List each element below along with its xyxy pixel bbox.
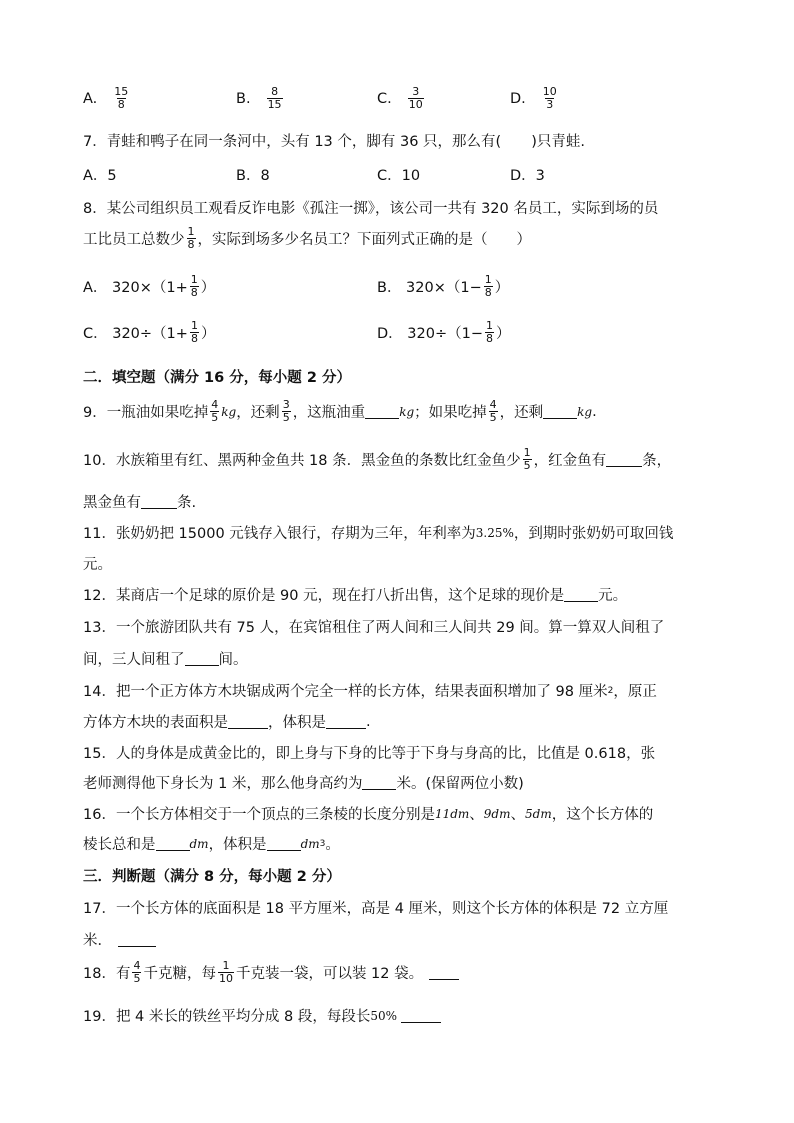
q16-blank-2[interactable] <box>267 836 301 851</box>
q7-option-a[interactable]: A．5 <box>83 168 117 184</box>
q6-b-fraction: $\frac{8}{15}$ <box>267 85 282 111</box>
question-15-line2: 老师测得他下身长为 1 米，那么他身高约为 米。(保留两位小数) <box>83 776 524 792</box>
q15-blank[interactable] <box>362 775 396 790</box>
section-2-heading: 二．填空题（满分 16 分，每小题 2 分） <box>83 370 351 386</box>
question-14-line1: 14．把一个正方体方木块锯成两个完全一样的长方体，结果表面积增加了 98 厘米 2 ，原正 <box>83 684 657 700</box>
q6-option-b[interactable]: B. $\frac{8}{15}$ <box>236 85 282 111</box>
question-8-line1: 8．某公司组织员工观看反诈电影《孤注一掷》，该公司一共有 320 名员工，实际到场的员 <box>83 201 659 217</box>
q8-option-c[interactable]: C． 320÷（1+ $\frac{1}{8}$ ） <box>83 319 216 345</box>
q7-option-d[interactable]: D．3 <box>510 168 545 184</box>
q9-blank-1[interactable] <box>365 404 399 419</box>
q12-blank[interactable] <box>564 587 598 602</box>
question-16-line1: 16．一个长方体相交于一个顶点的三条棱的长度分别是 11dm 、 9dm 、 5dm ，这个长方体的 <box>83 806 654 823</box>
q6-d-fraction: $\frac{10}{3}$ <box>542 85 557 111</box>
question-19: 19．把 4 米长的铁丝平均分成 8 段，每段长 50% <box>83 1005 441 1026</box>
question-13-line2: 间，三人间租了 间。 <box>83 652 248 668</box>
q6-option-a[interactable]: A. $\frac{15}{8}$ <box>83 85 129 111</box>
q18-blank[interactable] <box>429 965 459 980</box>
question-11-line2: 元。 <box>83 557 112 573</box>
q7-option-c[interactable]: C．10 <box>377 168 421 184</box>
section-3-heading: 三．判断题（满分 8 分，每小题 2 分） <box>83 869 341 885</box>
q10-blank-2[interactable] <box>141 494 177 509</box>
question-16-line2: 棱长总和是 dm ，体积是 dm 3 。 <box>83 836 340 853</box>
q10-blank-1[interactable] <box>606 452 642 467</box>
question-13-line1: 13．一个旅游团队共有 75 人，在宾馆租住了两人间和三人间共 29 间。算一算双人间租了 <box>83 620 665 636</box>
q17-blank[interactable] <box>118 932 156 947</box>
q14-blank-1[interactable] <box>228 714 268 729</box>
q6-a-fraction: $\frac{15}{8}$ <box>114 85 129 111</box>
q9-blank-2[interactable] <box>543 404 577 419</box>
q7-option-b[interactable]: B．8 <box>236 168 270 184</box>
q6-option-c[interactable]: C. $\frac{3}{10}$ <box>377 85 423 111</box>
q14-blank-2[interactable] <box>326 714 366 729</box>
question-10-line1: 10．水族箱里有红、黑两种金鱼共 18 条．黑金鱼的条数比红金鱼少 $\frac{1}{5}$ ，红金鱼有 条， <box>83 446 672 472</box>
question-9: 9．一瓶油如果吃掉 $\frac{4}{5}$ kg ，还剩 $\frac{3}{5}$ ，这瓶油重 kg ；如果吃掉 $\frac{4}{5}$ ，还剩 kg . <box>83 398 597 424</box>
q8-option-a[interactable]: A． 320×（1+ $\frac{1}{8}$ ） <box>83 273 216 299</box>
q6-c-fraction: $\frac{3}{10}$ <box>408 85 423 111</box>
question-15-line1: 15．人的身体是成黄金比的，即上身与下身的比等于下身与身高的比，比值是 0.618，张 <box>83 746 656 762</box>
question-10-line2: 黑金鱼有 条. <box>83 495 197 511</box>
question-14-line2: 方体方木块的表面积是 ，体积是 . <box>83 713 371 731</box>
q13-blank[interactable] <box>185 651 219 666</box>
question-17-line2: 米． <box>83 929 156 950</box>
question-11-line1: 11．张奶奶把 15000 元钱存入银行，存期为三年，年利率为 3.25% ，到期时张奶奶可取回钱 <box>83 525 674 542</box>
q8-fraction: $\frac{1}{8}$ <box>187 225 195 251</box>
q6-option-d[interactable]: D. $\frac{10}{3}$ <box>510 85 557 111</box>
question-8-line2: 工比员工总数少 $\frac{1}{8}$ ，实际到场多少名员工？下面列式正确的是（ ） <box>83 225 531 251</box>
q19-blank[interactable] <box>401 1008 441 1023</box>
q16-blank-1[interactable] <box>156 836 190 851</box>
q8-option-d[interactable]: D． 320÷（1− $\frac{1}{8}$ ） <box>377 319 511 345</box>
q8-option-b[interactable]: B． 320×（1− $\frac{1}{8}$ ） <box>377 273 510 299</box>
question-18: 18．有 $\frac{4}{5}$ 千克糖，每 $\frac{1}{10}$ 千克装一袋，可以装 12 袋。 <box>83 960 459 985</box>
question-17-line1: 17．一个长方体的底面积是 18 平方厘米，高是 4 厘米，则这个长方体的体积是 72 立方厘 <box>83 901 669 917</box>
question-12: 12．某商店一个足球的原价是 90 元，现在打八折出售，这个足球的现价是 元。 <box>83 588 628 604</box>
question-7: 7．青蛙和鸭子在同一条河中，头有 13 个，脚有 36 只，那么有( )只青蛙. <box>83 134 585 150</box>
